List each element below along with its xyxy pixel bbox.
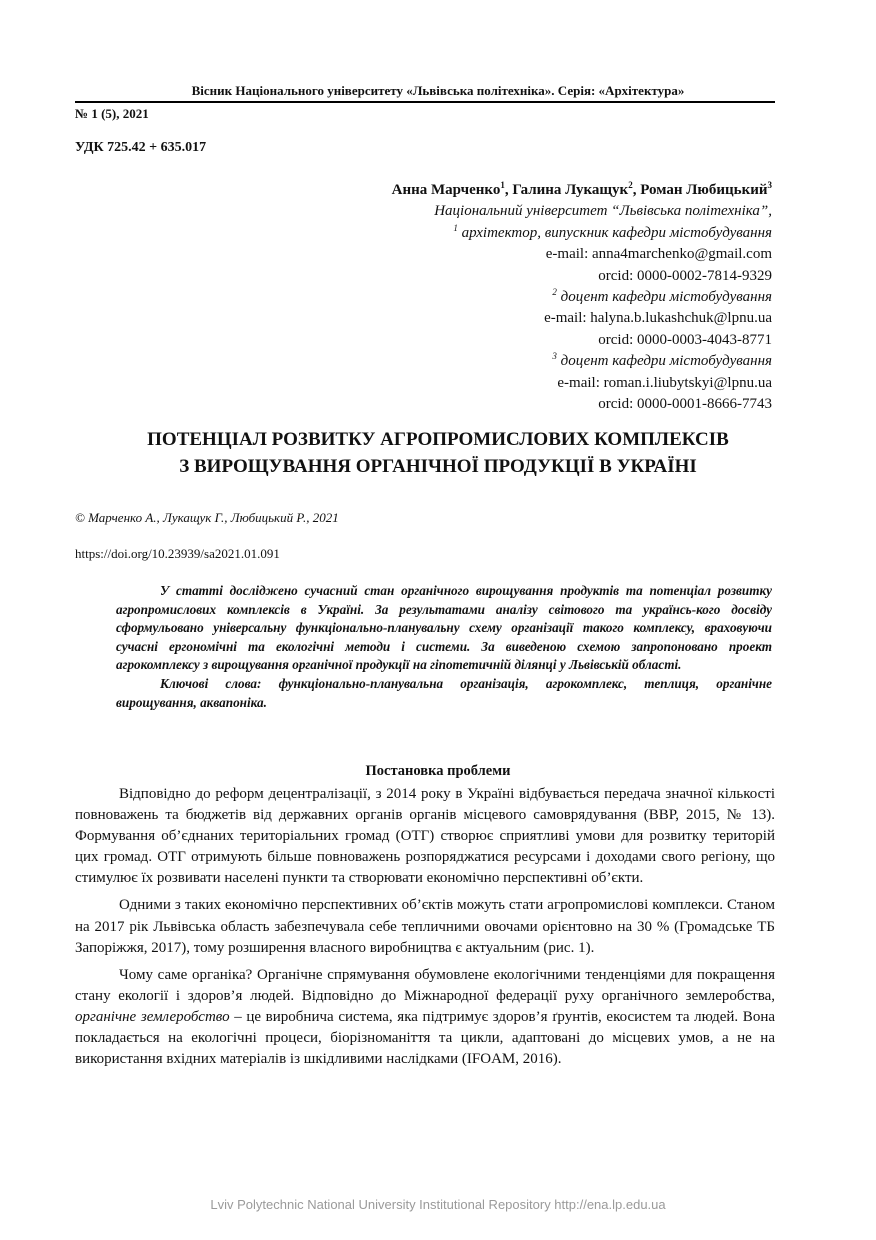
section-heading: Постановка проблеми: [365, 763, 511, 779]
affiliation-role: $^2$ доцент кафедри містобудування: [552, 287, 772, 306]
paragraph: Відповідно до реформ децентралізації, з 2014 року в Україні відбувається передача значної кількості повноважень та бюджетів від державних органів органів місцевого самоврядування (ВВР, 2015, № 13). Формування об’єднаних територіальних громад (ОТГ) створює сприятливі умови для розвитку територій цих громад. ОТГ отримують більше повноважень розпоряджатися ресурсами і доходами свого регіону, що стимулює їх розвивати населені пункти та створювати економічно перспективні об’єкти.: [75, 786, 775, 887]
author-name: Анна Марченко: [391, 182, 501, 198]
udc-code: УДК 725.42 + 635.017: [75, 140, 207, 155]
paragraph: Чому саме органіка? Органічне спрямування обумовлене екологічними тенденціями для покращення стану екології і здоров’я людей. Відповідно до Міжнародної федерації руху органічного землеробства, органічне землеробство – це виробнича система, яка підтримує здоров’я ґрунтів, екосистем та людей. Вона покладається на екологічні процеси, біорізноманіття та цикли, адаптовані до місцевих умов, а не на використання вхідних матеріалів із шкідливими наслідками (IFOAM, 2016).: [75, 966, 776, 1068]
affiliation-role: $^1$ архітектор, випускник кафедри містобудування: [453, 222, 772, 241]
abstract: [116, 582, 772, 712]
author-names: Анна Марченко$^1$, Галина Лукащук$^2$, Роман Любицький$^3$: [391, 180, 772, 198]
author-sup: 2: [628, 180, 633, 190]
authors-block: [392, 180, 772, 415]
abstract-text: У статті досліджено сучасний стан органічного вирощування продуктів та потенціал розвитку агропромислових комплексів в Україні. За результатами аналізу світового та українсь-кого досвіду сформульовано універсальну функціонально-планувальну схему організації такого комплексу, враховуючи сучасні ергономічні та екологічні методи і системи. За виведеною схемою запропоновано проект агрокомплексу з вирощування органічної продукції на гіпотетичній ділянці у Львівській області.: [116, 583, 772, 673]
author-email[interactable]: e-mail: roman.i.liubytskyi@lpnu.ua: [557, 374, 772, 391]
paragraph: Одними з таких економічно перспективних об’єктів можуть стати агропромислові комплекси. Станом на 2017 рік Львівська область забезпечувала себе тепличними овочами орієнтовно на 30 % (Громадське ТБ Запоріжжя, 2017), тому розширення власного виробництва є актуальним (рис. 1).: [75, 897, 775, 956]
article-title: ПОТЕНЦІАЛ РОЗВИТКУ АГРОПРОМИСЛОВИХ КОМПЛЕКСІВ З ВИРОЩУВАННЯ ОРГАНІЧНОЇ ПРОДУКЦІЇ В УКРАЇНІ: [147, 429, 729, 477]
copyright: © Марченко А., Лукащук Г., Любицький Р., 2021: [75, 510, 339, 525]
doi-link[interactable]: https://doi.org/10.23939/sa2021.01.091: [75, 546, 280, 561]
university: Національний університет “Львівська політехніка”,: [434, 203, 772, 220]
header-rule: [75, 101, 775, 103]
issue-number: № 1 (5), 2021: [75, 106, 149, 121]
author-orcid: orcid: 0000-0002-7814-9329: [598, 267, 772, 284]
author-name: Галина Лукащук: [512, 182, 629, 198]
term-italic: органічне землеробство: [75, 1008, 230, 1025]
author-email[interactable]: e-mail: anna4marchenko@gmail.com: [545, 246, 772, 263]
author-email[interactable]: e-mail: halyna.b.lukashchuk@lpnu.ua: [544, 310, 772, 327]
author-orcid: orcid: 0000-0003-4043-8771: [598, 331, 772, 348]
journal-header: Вісник Національного університету «Львівська політехніка». Серія: «Архітектура»: [191, 83, 685, 98]
keywords: Ключові слова: функціонально-планувальна організація, агрокомплекс, теплиця, органічне вирощування, аквапоніка.: [116, 675, 772, 710]
repository-footer: Lviv Polytechnic National University Institutional Repository http://ena.lp.edu.ua: [210, 1197, 666, 1212]
author-sup: 3: [767, 180, 772, 190]
body-text: [75, 784, 775, 1076]
author-sup: 1: [500, 180, 505, 190]
author-name: Роман Любицький: [640, 182, 768, 198]
author-orcid: orcid: 0000-0001-8666-7743: [598, 396, 772, 413]
affiliation-role: $^3$ доцент кафедри містобудування: [552, 351, 772, 370]
